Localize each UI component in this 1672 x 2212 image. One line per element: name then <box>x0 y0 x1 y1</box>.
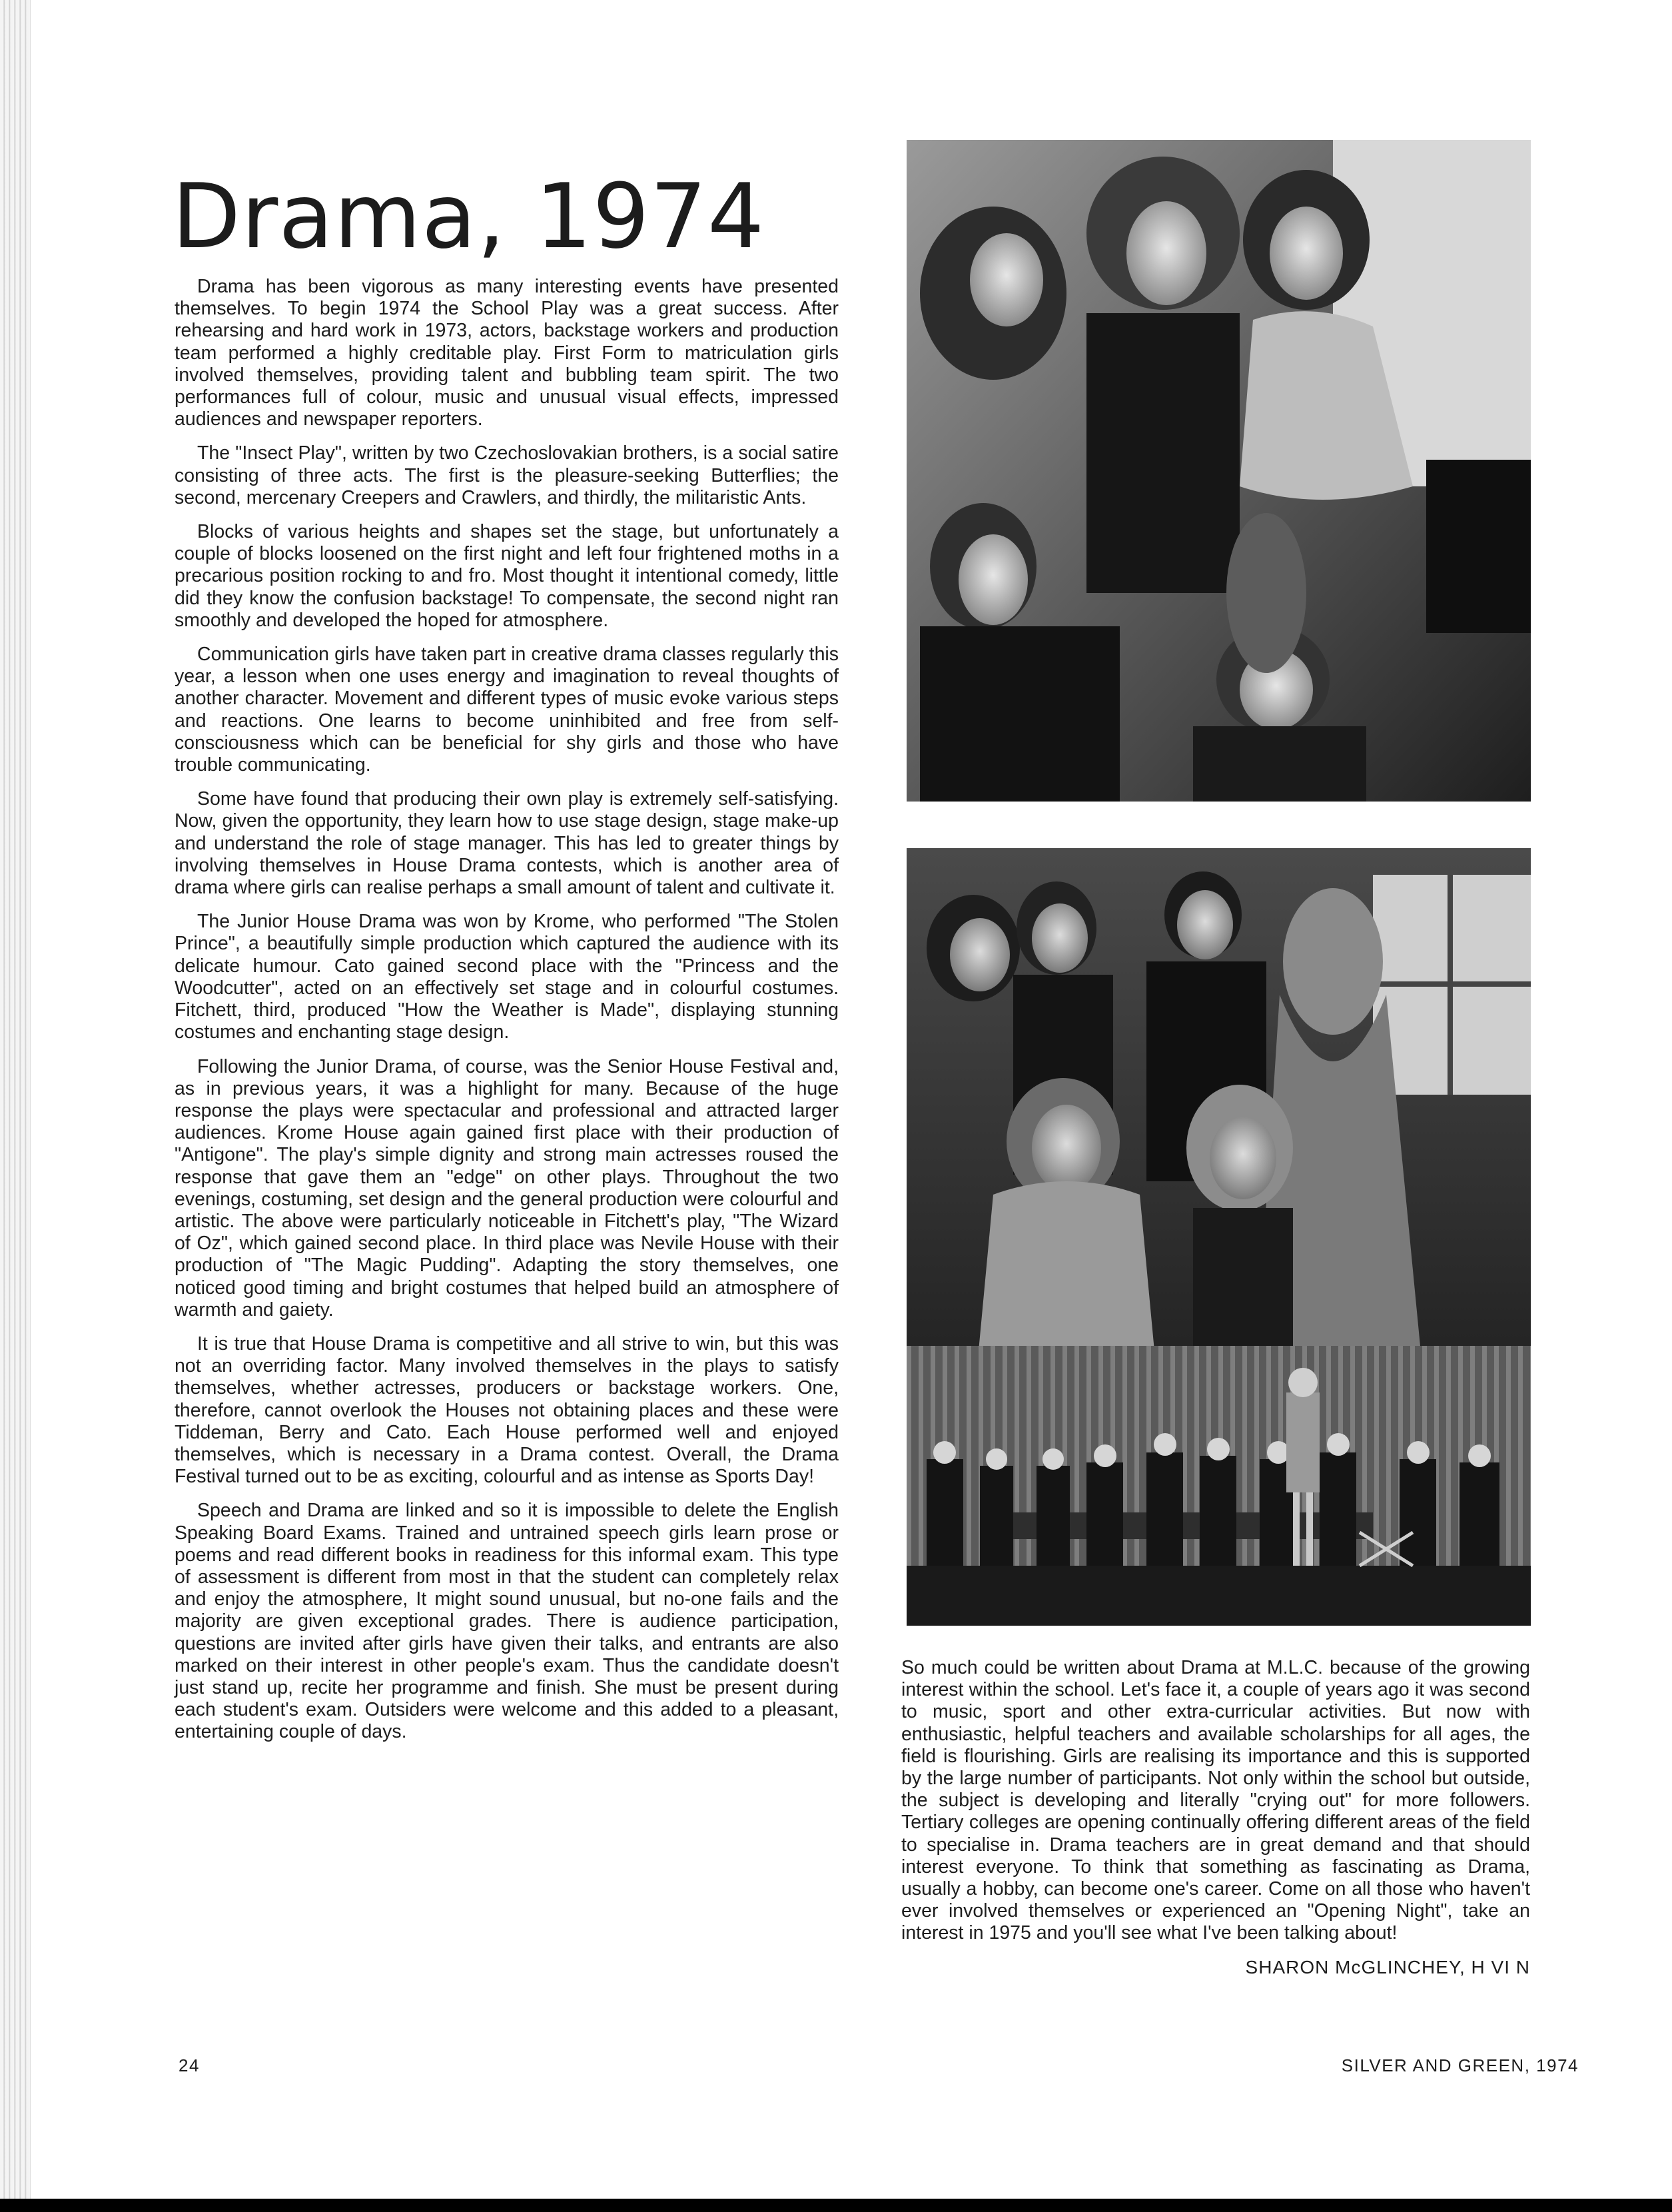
scan-bottom-border <box>0 2199 1672 2212</box>
photo-costumed-cast-group <box>907 140 1531 802</box>
photo-stage-performance <box>907 1346 1531 1626</box>
article-title: Drama, 1974 <box>172 165 765 269</box>
article-paragraph: It is true that House Drama is competitive and all strive to win, but this was not an overriding factor. Many involved themselves in the plays to satisfy themselves, whether actresses, producers or backstage workers. One, therefore, cannot overlook the Houses not obtaining places and these were Tiddeman, Berry and Cato. Each House performed well and enjoyed themselves, which is necessary in a Drama contest. Overall, the Drama Festival turned out to be as exciting, colourful and as intense as Sports Day! <box>175 1333 839 1488</box>
article-paragraph: The Junior House Drama was won by Krome, who performed "The Stolen Prince", a beautifully simple production which captured the audience with its delicate humour. Cato gained second place with the "Princess and the Woodcutter", acted on an effectively set stage and in colourful costumes. Fitchett, third, produced "How the Weather is Made", displaying stunning costumes and enchanting stage design. <box>175 911 839 1043</box>
article-body-right-column <box>901 1657 1530 1978</box>
article-paragraph: Speech and Drama are linked and so it is impossible to delete the English Speaking Board Exams. Trained and untrained speech girls learn prose or poems and read different books in readiness for this informal exam. This type of assessment is different from most in that the student can completely relax and enjoy the atmosphere, It might sound unusual, but no-one fails and the majority are given exceptional grades. There is audience participation, questions are invited after girls have given their talks, and entrants are also marked on their interest in other people's exam. Thus the candidate doesn't just stand up, recite her programme and finish. She must be present during each student's exam. Outsiders were welcome and this added to a pleasant, entertaining couple of days. <box>175 1500 839 1743</box>
article-paragraph: Following the Junior Drama, of course, was the Senior House Festival and, as in previous years, it was a highlight for many. Because of the huge response the plays were spectacular and professional and attracted larger audiences. Krome House again gained first place with their production of "Antigone". The play's simple dignity and strong main actresses roused the response that gave them an "edge" on other plays. Throughout the two evenings, costuming, set design and the general production were colourful and artistic. The above were particularly noticeable in Fitchett's play, "The Wizard of Oz", which gained second place. In third place was Nevile House with their production of "The Magic Pudding". Adapting the story themselves, one noticed good timing and bright costumes that helped build an atmosphere of warmth and gaiety. <box>175 1055 839 1321</box>
article-body-left-column <box>175 276 839 1756</box>
photo-cast-with-bearded-figure <box>907 848 1531 1408</box>
page-binding-edge <box>0 0 31 2212</box>
publication-footer: SILVER AND GREEN, 1974 <box>1341 2055 1579 2075</box>
article-paragraph: The "Insect Play", written by two Czechoslovakian brothers, is a social satire consisting of three acts. The first is the pleasure-seeking Butterflies; the second, mercenary Creepers and Crawlers, and thirdly, the militaristic Ants. <box>175 442 839 508</box>
article-paragraph: Communication girls have taken part in creative drama classes regularly this year, a lesson when one uses energy and imagination to reveal thoughts of another character. Movement and different types of music evoke various steps and reactions. One learns to become uninhibited and free from self-consciousness which can be beneficial for shy girls and those who have trouble communicating. <box>175 644 839 776</box>
article-paragraph: Some have found that producing their own play is extremely self-satisfying. Now, given the opportunity, they learn how to use stage design, stage make-up and understand the role of stage manager. This has led to greater things by involving themselves in House Drama contests, which is another area of drama where girls can realise perhaps a small amount of talent and cultivate it. <box>175 788 839 899</box>
page-number: 24 <box>179 2055 200 2075</box>
article-paragraph: Drama has been vigorous as many interesting events have presented themselves. To begin 1974 the School Play was a great success. After rehearsing and hard work in 1973, actors, backstage workers and production team performed a highly creditable play. First Form to matriculation girls involved themselves, providing talent and bubbling team spirit. The two performances full of colour, music and unusual visual effects, impressed audiences and newspaper reporters. <box>175 276 839 430</box>
closing-paragraph: So much could be written about Drama at M.L.C. because of the growing interest within the school. Let's face it, a couple of years ago it was second to music, sport and other extra-curricular activities. But now with enthusiastic, helpful teachers and available scholarships for all ages, the field is flourishing. Girls are realising its importance and this is supported by the large number of participants. Not only within the school but outside, the subject is developing and literally "crying out" for more followers. Tertiary colleges are opening continually offering different areas of the field to specialise in. Drama teachers are in great demand and that should interest everyone. To think that something as fascinating as Drama, usually a hobby, can become one's career. Come on all those who haven't ever involved themselves or experienced an "Opening Night", take an interest in 1975 and you'll see what I've been talking about! <box>901 1657 1530 1944</box>
article-paragraph: Blocks of various heights and shapes set the stage, but unfortunately a couple of blocks loosened on the first night and left four frightened moths in a precarious position rocking to and fro. Most thought it intentional comedy, little did they know the confusion backstage! To compensate, the second night ran smoothly and developed the hoped for atmosphere. <box>175 521 839 631</box>
author-signature: SHARON McGLINCHEY, H VI N <box>1245 1956 1530 1977</box>
